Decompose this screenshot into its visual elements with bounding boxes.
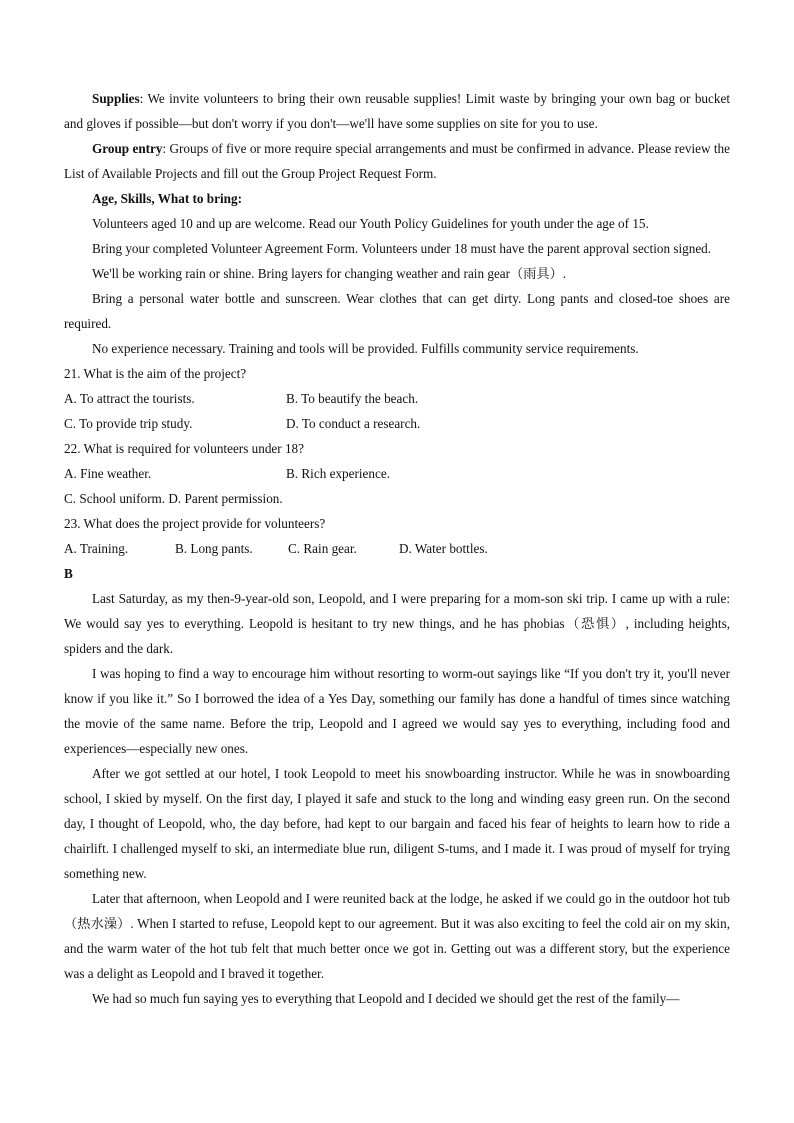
option-a: A. Fine weather. — [64, 466, 152, 481]
question-23: 23. What does the project provide for volunteers? — [64, 516, 326, 531]
supplies-text: : We invite volunteers to bring their own reusable supplies! Limit waste by bringing your own bag or bucket and gloves if possible—but don't worry if you don't—we'll have some supplies on site for you to use. — [64, 91, 730, 131]
option-b: B. Long pants. — [175, 541, 253, 556]
group-entry-paragraph — [64, 136, 730, 186]
question-22: 22. What is required for volunteers under 18? — [64, 441, 304, 456]
passage-paragraph: Last Saturday, as my then-9-year-old son, Leopold, and I were preparing for a mom-son ski trip. I came up with a rule: We would say yes to everything. Leopold is hesitant to try new things, and he has phobias（恐惧）, including heights, spiders and the dark. — [64, 591, 730, 656]
age-paragraph: We'll be working rain or shine. Bring layers for changing weather and rain gear（雨具）. — [92, 266, 567, 281]
supplies-label: Supplies — [92, 91, 140, 106]
option-d: D. To conduct a research. — [286, 416, 421, 431]
age-paragraph: Bring a personal water bottle and sunscreen. Wear clothes that can get dirty. Long pants and closed-toe shoes are required. — [64, 291, 730, 331]
question-22-options-row-2 — [64, 486, 730, 511]
question-21-options-row-2 — [64, 411, 730, 436]
question-23-options — [64, 536, 730, 561]
question-22-options-row-1 — [64, 461, 730, 486]
age-skills-heading: Age, Skills, What to bring: — [92, 191, 242, 206]
age-paragraph: Bring your completed Volunteer Agreement Form. Volunteers under 18 must have the parent approval section signed. — [92, 241, 712, 256]
passage-paragraph: Later that afternoon, when Leopold and I were reunited back at the lodge, he asked if we could go in the outdoor hot tub（热水澡）. When I started to refuse, Leopold kept to our agreement. But it was also exciting to feel the cold air on my skin, and the warm water of the hot tub felt that much better once we got in. Getting out was a different story, but the experience was a delight as Leopold and I braved it together. — [64, 891, 730, 981]
option-c: C. Rain gear. — [288, 541, 357, 556]
question-21-options-row-1 — [64, 386, 730, 411]
option-a: A. Training. — [64, 541, 129, 556]
passage-paragraph: We had so much fun saying yes to everything that Leopold and I decided we should get the rest of the family— — [92, 991, 680, 1006]
option-a: A. To attract the tourists. — [64, 391, 195, 406]
supplies-paragraph — [64, 86, 730, 136]
option-d: D. Water bottles. — [399, 541, 488, 556]
group-entry-label: Group entry — [92, 141, 163, 156]
question-21: 21. What is the aim of the project? — [64, 366, 247, 381]
option-b: B. Rich experience. — [286, 466, 390, 481]
option-b: B. To beautify the beach. — [286, 391, 419, 406]
option-c: C. To provide trip study. — [64, 416, 193, 431]
passage-paragraph: I was hoping to find a way to encourage him without resorting to worm-out sayings like “If you don't try it, you'll never know if you like it.” So I borrowed the idea of a Yes Day, something our family has done a handful of times since watching the movie of the same name. Before the trip, Leopold and I agreed we would say yes to everything, including food and experiences—especially new ones. — [64, 666, 730, 756]
section-b-heading: B — [64, 566, 73, 581]
group-entry-text: : Groups of five or more require special arrangements and must be confirmed in advance. Please review the List of Available Projects and fill out the Group Project Request Form. — [64, 141, 730, 181]
passage-paragraph: After we got settled at our hotel, I took Leopold to meet his snowboarding instructor. While he was in snowboarding school, I skied by myself. On the first day, I played it safe and stuck to the long and winding easy green run. On the second day, I thought of Leopold, who, the day before, had kept to our bargain and faced his fear of heights to learn how to ride a chairlift. I challenged myself to ski, an intermediate blue run, diligent S-tums, and I made it. I was proud of myself for trying something new. — [64, 766, 730, 881]
age-paragraph: Volunteers aged 10 and up are welcome. Read our Youth Policy Guidelines for youth under the age of 15. — [92, 216, 649, 231]
option-c-d: C. School uniform. D. Parent permission. — [64, 491, 283, 506]
document-page — [64, 86, 730, 1011]
age-paragraph: No experience necessary. Training and tools will be provided. Fulfills community service requirements. — [92, 341, 639, 356]
